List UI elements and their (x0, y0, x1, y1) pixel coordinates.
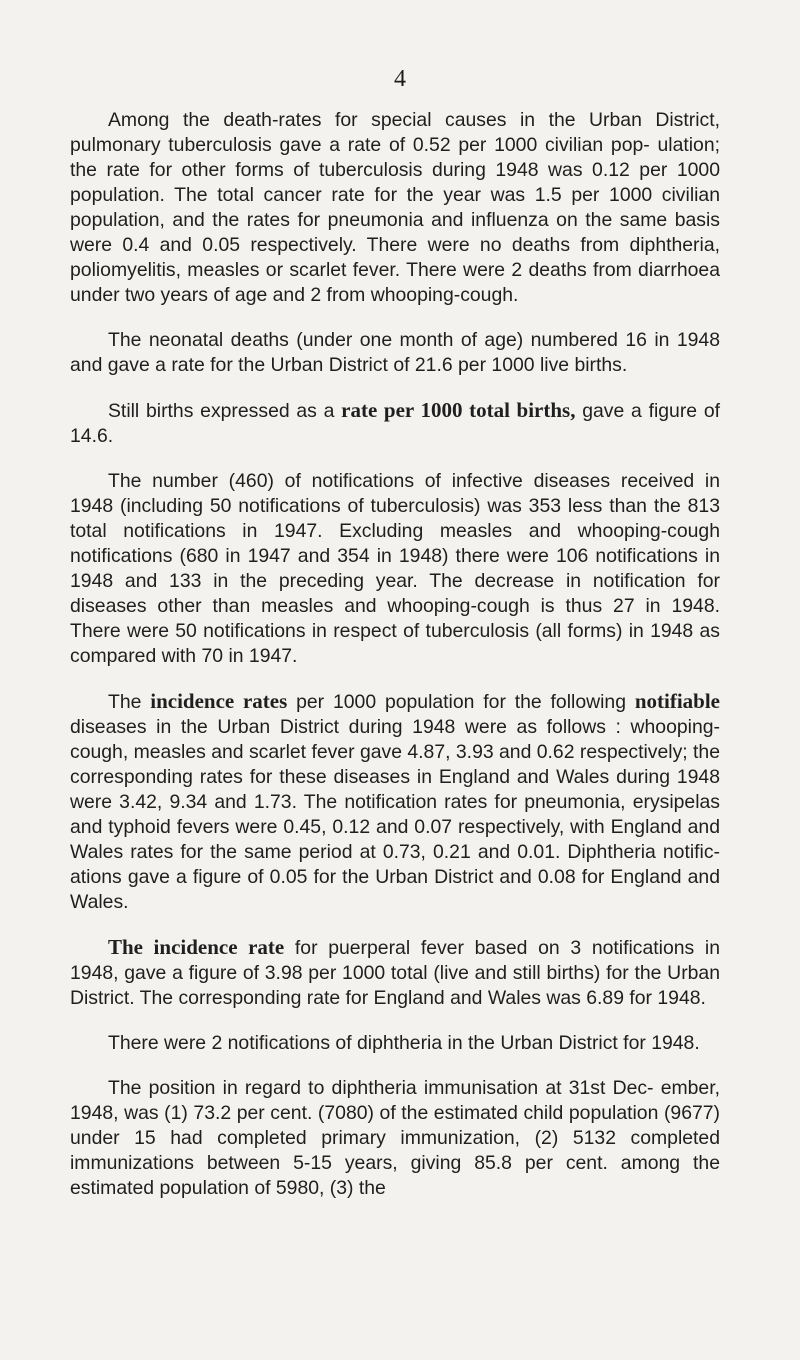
bold-text: rate per 1000 total births, (341, 398, 576, 422)
text-segment: per 1000 population for the following (287, 691, 635, 713)
paragraph-2 (70, 328, 720, 378)
page-number: 4 (394, 66, 406, 92)
text-segment: Among the death-rates for special causes in the Urban District, pulmonary tuberculosis gave a rate of 0.52 per 1000 civilian pop- ulation; the rate for other forms of tuberculosis during 1948 was 0.12 per 1000 population. The total cancer rate for the year was 1.5 per 1000 civilian population, and the rates for pneumonia and influenza on the same basis were 0.4 and 0.05 respectively. There were no deaths from diphtheria, poliomyelitis, measles or scarlet fever. There were 2 deaths from diarrhoea under two years of age and 2 from whooping-cough. (70, 109, 720, 306)
text-segment: The number (460) of notifications of infective diseases received in 1948 (including 50 notifications of tuberculosis) was 353 less than the 813 total notifications in 1947. Excluding measles and whooping-cough notifications (680 in 1947 and 354 in 1948) there were 106 notifications in 1948 and 133 in the preceding year. The decrease in notification for diseases other than measles and whooping-cough is thus 27 in 1948. There were 50 notifications in respect of tuberculosis (all forms) in 1948 as compared with 70 in 1947. (70, 470, 720, 667)
paragraph-5 (70, 689, 720, 915)
text-segment: The position in regard to diphtheria immunisation at 31st Dec- ember, 1948, was (1) 73.2 per cent. (7080) of the estimated child population (9677) under 15 had completed primary immunization, (2) 5132 completed immunizations between 5-15 years, giving 85.8 per cent. among the estimated population of 5980, (3) the (70, 1077, 720, 1199)
bold-text: notifiable (634, 689, 720, 713)
text-segment: There were 2 notifications of diphtheria in the Urban District for 1948. (108, 1032, 700, 1054)
body-text (70, 108, 720, 1221)
paragraph-3 (70, 398, 720, 449)
text-segment: The neonatal deaths (under one month of age) numbered 16 in 1948 and gave a rate for the Urban District of 21.6 per 1000 live births. (70, 329, 720, 376)
bold-text: incidence rates (150, 689, 288, 713)
paragraph-6 (70, 935, 720, 1011)
paragraph-8 (70, 1076, 720, 1201)
paragraph-1 (70, 108, 720, 308)
text-segment: The (108, 691, 151, 713)
bold-text: The incidence rate (108, 935, 285, 959)
text-segment: for puerperal fever based on 3 notifications in 1948, gave a figure of 3.98 per 1000 total (live and still births) for the Urban District. The corresponding rate for England and Wales was 6.89 for 1948. (70, 937, 720, 1009)
paragraph-7 (70, 1031, 720, 1056)
text-segment: diseases in the Urban District during 1948 were as follows : whooping-cough, measles and scarlet fever gave 4.87, 3.93 and 0.62 respectively; the corresponding rates for these diseases in England and Wales during 1948 were 3.42, 9.34 and 1.73. The notification rates for pneumonia, erysipelas and typhoid fevers were 0.45, 0.12 and 0.07 respectively, with England and Wales rates for the same period at 0.73, 0.21 and 0.01. Diphtheria notific- ations gave a figure of 0.05 for the Urban District and 0.08 for England and Wales. (70, 716, 720, 913)
text-segment: Still births expressed as a (108, 400, 342, 422)
paragraph-4 (70, 469, 720, 669)
text-segment: gave a figure of 14.6. (70, 400, 721, 447)
